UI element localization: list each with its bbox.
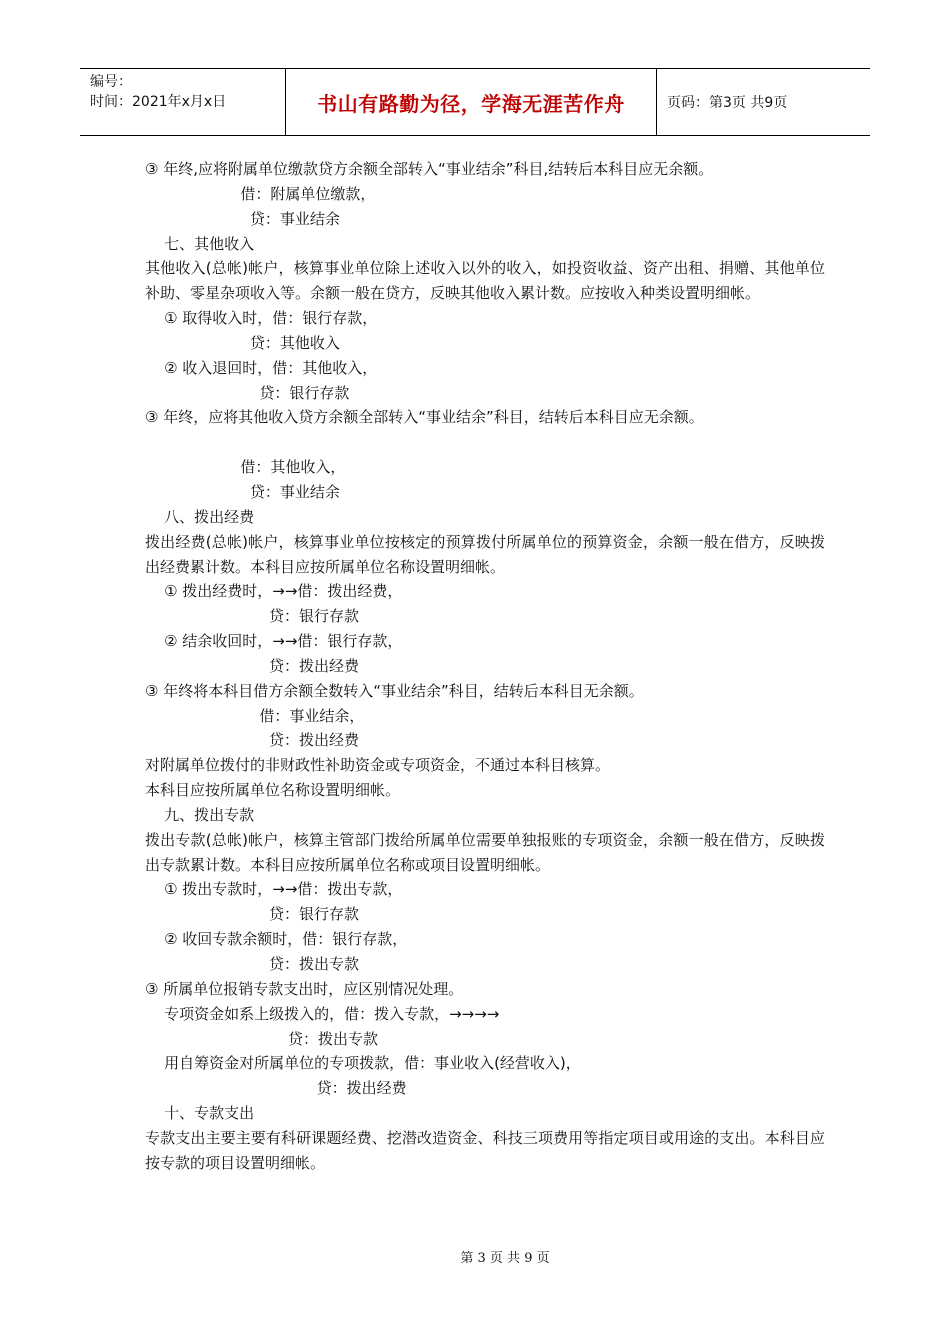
paragraph: 拨出经费(总帐)帐户，核算事业单位按核定的预算拨付所属单位的预算资金，余额一般在借方，反映拨出经费累计数。本科目应按所属单位名称设置明细帐。	[145, 532, 825, 576]
header-page-label: 页码：第3页 共9页	[667, 95, 788, 111]
header-motto: 书山有路勤为径，学海无涯苦作舟	[285, 69, 657, 135]
entry-line: 贷：银行存款	[145, 905, 359, 924]
paragraph: 其他收入(总帐)帐户，核算事业单位除上述收入以外的收入，如投资收益、资产出租、捐赠、其他单位补助、零星杂项收入等。余额一般在贷方，反映其他收入累计数。应按收入种类设置明细帐。	[145, 259, 825, 303]
paragraph: ③ 年终，应将其他收入贷方余额全部转入“事业结余”科目，结转后本科目应无余额。	[145, 408, 704, 427]
header-number-label: 编号：	[90, 74, 132, 90]
header-info	[80, 69, 285, 135]
blank-line	[145, 430, 825, 455]
entry-line: 借：附属单位缴款，	[145, 184, 376, 203]
paragraph: 拨出专款(总帐)帐户，核算主管部门拨给所属单位需要单独报账的专项资金，余额一般在借方，反映拨出专款累计数。本科目应按所属单位名称或项目设置明细帐。	[145, 830, 825, 874]
paragraph: 专款支出主要主要有科研课题经费、挖潜改造资金、科技三项费用等指定项目或用途的支出。本科目应按专款的项目设置明细帐。	[145, 1128, 825, 1172]
entry-line: 贷：拨出经费	[145, 1079, 407, 1098]
section-heading: 七、其他收入	[145, 234, 255, 253]
section-heading: 八、拨出经费	[145, 507, 255, 526]
page-header	[80, 68, 870, 136]
page-footer: 第 3 页 共 9 页	[460, 1251, 550, 1266]
entry-line: 贷：其他收入	[145, 333, 340, 352]
entry-line: ② 收入退回时，借：其他收入，	[145, 358, 378, 377]
entry-line: ② 结余收回时，→→借：银行存款，	[145, 632, 403, 651]
entry-line: 专项资金如系上级拨入的，借：拨入专款，→→→→	[145, 1004, 500, 1023]
entry-line: ① 拨出专款时，→→借：拨出专款，	[145, 880, 403, 899]
entry-line: 借：事业结余，	[145, 706, 365, 725]
entry-line: ① 取得收入时，借：银行存款，	[145, 309, 378, 328]
entry-line: 贷：拨出专款	[145, 955, 359, 973]
entry-line: 贷：拨出经费	[145, 731, 359, 750]
entry-line: ① 拨出经费时，→→借：拨出经费，	[145, 582, 403, 601]
paragraph: 对附属单位拨付的非财政性补助资金或专项资金，不通过本科目核算。	[145, 756, 611, 775]
entry-line: 贷：拨出经费	[145, 656, 359, 675]
entry-line: 贷：银行存款	[145, 383, 350, 402]
paragraph: 本科目应按所属单位名称设置明细帐。	[145, 781, 401, 800]
paragraph: ③ 年终,应将附属单位缴款贷方余额全部转入“事业结余”科目,结转后本科目应无余额。	[145, 160, 714, 178]
entry-line: 贷：拨出专款	[145, 1029, 379, 1048]
document-body	[145, 157, 825, 1176]
header-date-label: 时间：2021年x月x日	[90, 94, 227, 110]
entry-line: 用自筹资金对所属单位的专项拨款，借：事业收入(经营收入)，	[145, 1054, 581, 1073]
entry-line: ② 收回专款余额时，借：银行存款，	[145, 930, 408, 949]
paragraph: ③ 所属单位报销专款支出时，应区别情况处理。	[145, 979, 464, 998]
entry-line: 贷：事业结余	[145, 482, 340, 501]
entry-line: 贷：事业结余	[145, 209, 340, 228]
section-heading: 十、专款支出	[145, 1104, 255, 1123]
entry-line: 贷：银行存款	[145, 607, 359, 626]
section-heading: 九、拨出专款	[145, 805, 255, 824]
paragraph: ③ 年终将本科目借方余额全数转入“事业结余”科目，结转后本科目无余额。	[145, 681, 644, 700]
entry-line: 借：其他收入，	[145, 458, 346, 477]
